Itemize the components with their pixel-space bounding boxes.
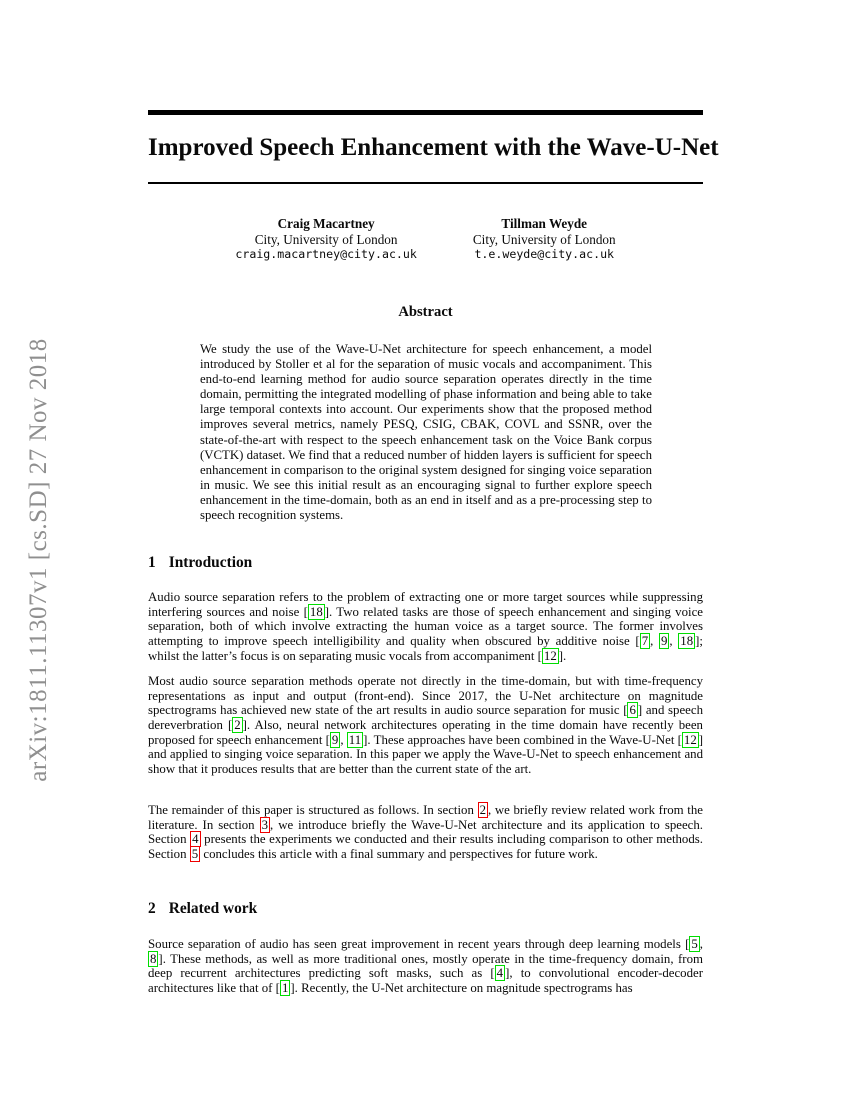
section-link[interactable]: 5 [191,846,199,861]
citation-link[interactable]: 1 [281,980,289,995]
author-name: Craig Macartney [277,216,375,231]
citation-link[interactable]: 18 [309,604,323,619]
author-2 [473,216,616,262]
citation-link[interactable]: 9 [661,633,668,648]
section-heading-related-work [148,900,703,918]
paragraph: The remainder of this paper is structured as follows. In section 2 , we briefly review related work from the literature. In section 3 , we introduce briefly the Wave-U-Net architecture and its application to speech. Section 4 presents the experiments we conducted and their results including comparison to other methods. Section 5 concludes this article with a final summary and perspectives for future work. [148,803,703,861]
citation-link[interactable]: 11 [348,732,362,747]
section-link[interactable]: 2 [479,803,486,817]
title-rule-bottom [148,182,703,184]
author-1 [235,216,416,262]
citation-link[interactable]: 5 [691,937,698,951]
citation-link[interactable]: 18 [680,633,694,648]
citation-link[interactable]: 9 [331,732,339,747]
author-block [148,216,703,262]
citation-link[interactable]: 12 [543,648,557,663]
paragraph: Source separation of audio has seen great improvement in recent years through deep learning models [ 5 , 8 ]. These methods, as well as more traditional ones, mostly operate in the time-frequency domain, from deep recurrent architectures predicting soft masks, such as [ 4 ], to convolutional encoder-decoder architectures like that of [ 1 ]. Recently, the U-Net architecture on magnitude spectrograms has [148,937,703,995]
title-rule-top [148,110,703,115]
paper-title: Improved Speech Enhancement with the Wave-U-Net [148,134,719,161]
author-affiliation: City, University of London [472,232,616,247]
section-title: Introduction [168,554,253,571]
section-number: 2 [148,900,156,917]
section-link[interactable]: 4 [192,832,199,847]
abstract-heading: Abstract [398,304,453,320]
citation-link[interactable]: 7 [641,633,649,648]
abstract-text: We study the use of the Wave-U-Net architecture for speech enhancement, a model introduced by Stoller et al for the separation of music vocals and accompaniment. This end-to-end learning method for audio source separation operates directly in the time domain, permitting the integrated modelling of phase information and being able to take large temporal contexts into account. Our experiments show that the proposed method improves several metrics, namely PESQ, CSIG, CBAK, COVL and SSNR, over the state-of-the-art with respect to the speech enhancement task on the Voice Bank corpus (VCTK) dataset. We find that a reduced number of hidden layers is sufficient for speech enhancement in comparison to the original system designed for singing voice separation in music. We see this initial result as an encouraging signal to further explore speech enhancement in the time-domain, both as an end in itself and as a pre-processing step to speech recognition systems. [200,342,652,523]
paragraph: Most audio source separation methods operate not directly in the time-domain, but with time-frequency representations as input and output (front-end). Since 2017, the U-Net architecture on magnitude spectrograms has achieved new state of the art results in audio source separation for music [ 6 ] and speech dereverbration [ 2 ]. Also, neural network architectures operating in the time domain have recently been proposed for speech enhancement [ 9 , 11 ]. These approaches have been combined in the Wave-U-Net [ 12 ] and applied to singing voice separation. In this paper we apply the Wave-U-Net to speech enhancement and show that it produces results that are better than the current state of the art. [148,674,704,776]
citation-link[interactable]: 8 [150,951,157,966]
author-email: t.e.weyde@city.ac.uk [474,247,615,261]
author-email: craig.macartney@city.ac.uk [235,247,417,261]
section-number: 1 [148,554,156,571]
author-name: Tillman Weyde [501,216,588,231]
citation-link[interactable]: 6 [629,703,636,718]
citation-link[interactable]: 12 [683,732,697,747]
arxiv-stamp: arXiv:1811.11307v1 [cs.SD] 27 Nov 2018 [25,338,52,782]
citation-link[interactable]: 4 [496,966,504,981]
content-column [148,0,719,1100]
section-heading-introduction [148,554,703,572]
paragraph: Audio source separation refers to the problem of extracting one or more target sources while suppressing interfering sources and noise [ 18 ]. Two related tasks are those of speech enhancement and singing voice separation, both of which involve extracting the human voice as a target source. The former involves attempting to improve speech intelligibility and quality when obscured by additive noise [ 7 , 9 , 18 ]; whilst the latter’s focus is on separating music vocals from accompaniment [ 12 ]. [148,590,703,663]
section-title: Related work [168,900,258,917]
author-affiliation: City, University of London [254,232,398,247]
section-link[interactable]: 3 [261,817,269,832]
citation-link[interactable]: 2 [234,717,241,732]
